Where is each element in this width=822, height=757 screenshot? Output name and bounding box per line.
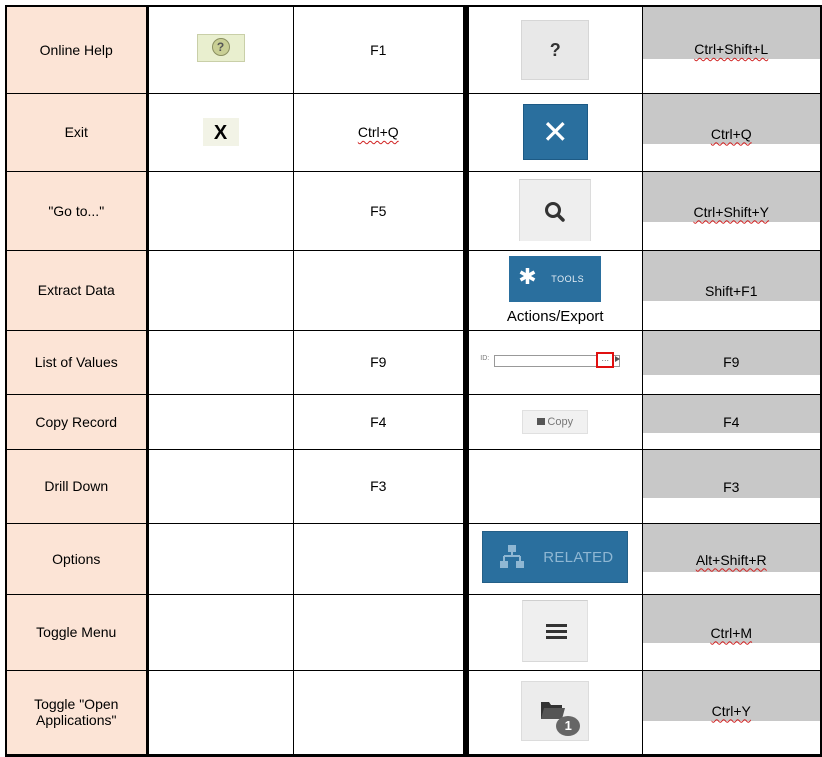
function-name: Options bbox=[52, 550, 101, 567]
new-shortcut: F9 bbox=[723, 353, 740, 370]
new-icon-cell bbox=[466, 330, 642, 394]
open-count-badge: 1 bbox=[556, 716, 580, 736]
table-row bbox=[6, 523, 821, 594]
table-row bbox=[6, 594, 821, 670]
new-shortcut: Ctrl+M bbox=[710, 624, 753, 641]
old-icon-cell bbox=[147, 594, 293, 670]
new-icon-cell bbox=[466, 394, 642, 449]
old-icon-cell bbox=[147, 394, 293, 449]
function-name-cell bbox=[6, 394, 147, 449]
new-icon-cell bbox=[466, 594, 642, 670]
old-shortcut-cell bbox=[293, 171, 466, 250]
new-shortcut-cell bbox=[642, 449, 821, 523]
tools-button-icon bbox=[509, 256, 601, 302]
old-icon-cell bbox=[147, 670, 293, 755]
old-icon-cell bbox=[147, 171, 293, 250]
new-shortcut-cell bbox=[642, 250, 821, 330]
old-shortcut: F3 bbox=[370, 478, 387, 494]
table-row bbox=[6, 171, 821, 250]
function-name-cell bbox=[6, 449, 147, 523]
new-icon-cell bbox=[466, 6, 642, 93]
x-icon: X bbox=[203, 118, 239, 146]
hamburger-menu-icon bbox=[522, 600, 588, 662]
function-name-cell bbox=[6, 330, 147, 394]
new-shortcut-cell bbox=[642, 670, 821, 755]
function-name: Copy Record bbox=[35, 413, 118, 430]
table-row bbox=[6, 670, 821, 755]
function-name-cell bbox=[6, 523, 147, 594]
new-shortcut: Shift+F1 bbox=[704, 282, 758, 299]
question-circle-icon: ? bbox=[197, 34, 245, 62]
new-icon-cell bbox=[466, 523, 642, 594]
new-icon-cell bbox=[466, 670, 642, 755]
new-icon-cell bbox=[466, 171, 642, 250]
new-shortcut-cell bbox=[642, 330, 821, 394]
hierarchy-icon bbox=[497, 544, 527, 572]
new-shortcut-cell bbox=[642, 93, 821, 171]
table-body bbox=[6, 6, 821, 755]
function-name: Toggle Menu bbox=[36, 624, 117, 640]
question-mark-icon: ? bbox=[521, 20, 589, 80]
copy-button-icon bbox=[522, 410, 588, 434]
old-shortcut: F9 bbox=[370, 354, 387, 370]
function-name-cell bbox=[6, 594, 147, 670]
old-icon-cell bbox=[147, 330, 293, 394]
old-icon-cell bbox=[147, 6, 293, 93]
new-shortcut: Ctrl+Shift+Y bbox=[693, 203, 769, 220]
table-row bbox=[6, 93, 821, 171]
old-shortcut-cell bbox=[293, 670, 466, 755]
table-row bbox=[6, 394, 821, 449]
new-shortcut-cell bbox=[642, 523, 821, 594]
function-name: Extract Data bbox=[37, 282, 115, 298]
table-row bbox=[6, 330, 821, 394]
old-shortcut-cell bbox=[293, 449, 466, 523]
copy-label: Copy bbox=[547, 415, 574, 428]
function-name-cell bbox=[6, 93, 147, 171]
function-name: Toggle "Open Applications" bbox=[34, 696, 119, 728]
old-shortcut: F4 bbox=[370, 413, 387, 430]
gear-icon: ✱ bbox=[518, 263, 537, 289]
function-name: List of Values bbox=[34, 354, 118, 370]
new-shortcut: F4 bbox=[723, 413, 740, 430]
old-shortcut: Ctrl+Q bbox=[357, 124, 399, 140]
search-icon bbox=[519, 179, 591, 241]
related-button-icon bbox=[482, 531, 628, 583]
table-row bbox=[6, 6, 821, 93]
old-shortcut-cell bbox=[293, 594, 466, 670]
new-shortcut: Ctrl+Y bbox=[711, 702, 751, 719]
actions-export-caption: Actions/Export bbox=[506, 307, 604, 325]
old-shortcut-cell bbox=[293, 6, 466, 93]
lov-field-button-icon: ID: … bbox=[480, 352, 630, 370]
new-shortcut: Ctrl+Q bbox=[710, 125, 752, 142]
old-shortcut-cell bbox=[293, 523, 466, 594]
function-name: "Go to..." bbox=[48, 202, 105, 219]
related-label: RELATED bbox=[543, 549, 614, 566]
function-name: Online Help bbox=[39, 41, 113, 58]
new-icon-cell bbox=[466, 93, 642, 171]
new-shortcut-cell bbox=[642, 171, 821, 250]
old-shortcut: F5 bbox=[370, 202, 387, 219]
function-name-cell bbox=[6, 171, 147, 250]
old-shortcut-cell bbox=[293, 394, 466, 449]
shortcut-comparison-table bbox=[5, 5, 822, 757]
old-shortcut: F1 bbox=[370, 41, 387, 58]
old-icon-cell bbox=[147, 449, 293, 523]
function-name: Exit bbox=[64, 124, 88, 140]
old-icon-cell bbox=[147, 523, 293, 594]
old-icon-cell bbox=[147, 250, 293, 330]
table-row bbox=[6, 449, 821, 523]
new-shortcut: Alt+Shift+R bbox=[695, 551, 767, 568]
lov-field-label: ID: bbox=[480, 354, 490, 362]
old-shortcut-cell bbox=[293, 93, 466, 171]
old-shortcut-cell bbox=[293, 330, 466, 394]
new-shortcut: F3 bbox=[723, 478, 740, 495]
new-shortcut: Ctrl+Shift+L bbox=[694, 41, 769, 57]
function-name-cell bbox=[6, 250, 147, 330]
close-icon: ✕ bbox=[523, 104, 588, 160]
new-shortcut-cell bbox=[642, 394, 821, 449]
function-name-cell bbox=[6, 670, 147, 755]
tools-label: TOOLS bbox=[551, 273, 585, 284]
table-row bbox=[6, 250, 821, 330]
new-shortcut-cell bbox=[642, 594, 821, 670]
function-name: Drill Down bbox=[44, 478, 109, 494]
new-icon-cell bbox=[466, 449, 642, 523]
new-icon-cell bbox=[466, 250, 642, 330]
old-icon-cell bbox=[147, 93, 293, 171]
function-name-cell bbox=[6, 6, 147, 93]
new-shortcut-cell bbox=[642, 6, 821, 93]
open-applications-folder-icon bbox=[521, 681, 589, 741]
old-shortcut-cell bbox=[293, 250, 466, 330]
